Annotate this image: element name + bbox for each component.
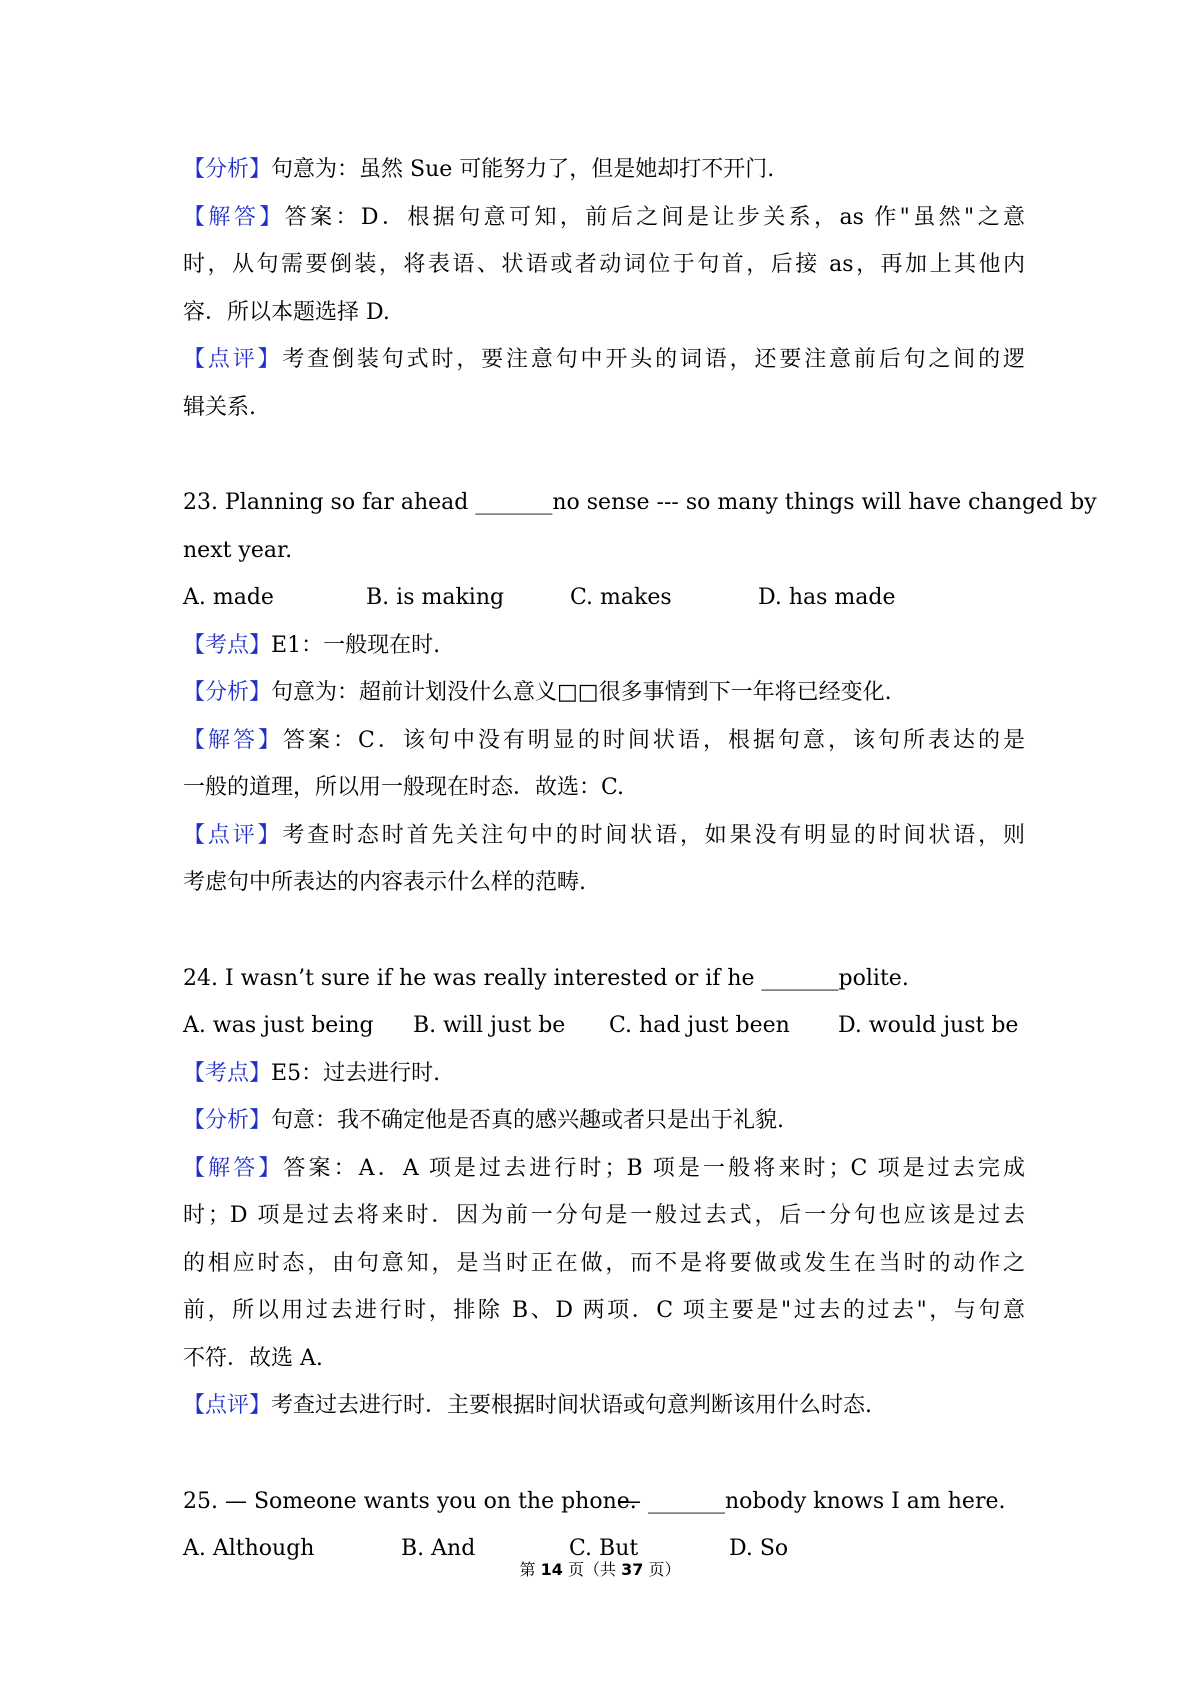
- analysis-tag: 【分析】: [183, 1108, 272, 1133]
- analysis-line: [183, 1097, 1025, 1145]
- analysis-text: 句意：我不确定他是否真的感兴趣或者只是出于礼貌.: [271, 1108, 785, 1133]
- answer-line: 前，所以用过去进行时，排除 B、D 两项．C 项主要是"过去的过去"，与句意: [183, 1298, 1025, 1323]
- option-d: D. has made: [758, 585, 896, 610]
- answer-line: 容．所以本题选择 D.: [183, 299, 390, 325]
- option-b: B. will just be: [413, 1013, 566, 1038]
- answer-line: [183, 1145, 1025, 1193]
- analysis-text: 句意为：虽然 Sue 可能努力了，但是她却打不开门.: [271, 157, 775, 182]
- answer-tag: 【解答】: [183, 204, 285, 230]
- answer-text: 答案：A．A 项是过去进行时；B 项是一般将来时；C 项是过去完成: [283, 1155, 1025, 1181]
- answer-line: 时；D 项是过去将来时．因为前一分句是一般过去式，后一分句也应该是过去: [183, 1203, 1025, 1228]
- option-d: D. would just be: [838, 1013, 1019, 1038]
- answer-line: 不符．故选 A.: [183, 1345, 323, 1371]
- analysis-tag: 【分析】: [183, 157, 272, 182]
- question-23-stem: next year.: [183, 537, 293, 563]
- keypoint-line: [183, 622, 1025, 670]
- comment-text: 考查过去进行时．主要根据时间状语或句意判断该用什么时态.: [271, 1393, 873, 1418]
- option-d: D. So: [729, 1536, 789, 1561]
- analysis-tag: 【分析】: [183, 680, 272, 705]
- option-b: B. And: [401, 1536, 476, 1561]
- comment-line: [183, 812, 1025, 860]
- analysis-text: 句意为：超前计划没什么意义□□很多事情到下一年将已经变化.: [271, 680, 892, 705]
- comment-line: [183, 1382, 1025, 1430]
- answer-text: 答案：D．根据句意可知，前后之间是让步关系，as 作"虽然"之意: [284, 204, 1025, 230]
- spacer: [183, 431, 1025, 479]
- question-24-stem: 24. I wasn’t sure if he was really interested or if he _______polite.: [183, 965, 909, 991]
- option-c: C. makes: [570, 585, 672, 610]
- comment-tag: 【点评】: [183, 1393, 272, 1418]
- keypoint-tag: 【考点】: [183, 1060, 272, 1086]
- comment-tag: 【点评】: [183, 347, 283, 372]
- answer-line: 的相应时态，由句意知，是当时正在做，而不是将要做或发生在当时的动作之: [183, 1250, 1025, 1276]
- keypoint-tag: 【考点】: [183, 632, 272, 658]
- comment-line: 辑关系.: [183, 394, 256, 420]
- page-content: [183, 146, 1097, 1573]
- keypoint-line: [183, 1050, 1025, 1098]
- answer-line: [183, 194, 1025, 242]
- question-24-options: [183, 1002, 1025, 1050]
- answer-line: [183, 717, 1025, 765]
- footer-middle: 页（共: [562, 1560, 622, 1579]
- answer-line: 一般的道理，所以用一般现在时态．故选：C.: [183, 775, 625, 800]
- question-25-stem-b: — _______nobody knows I am here.: [619, 1488, 1006, 1514]
- spacer: [183, 907, 1025, 955]
- footer-suffix: 页）: [643, 1560, 681, 1579]
- answer-text: 答案：C．该句中没有明显的时间状语，根据句意，该句所表达的是: [283, 727, 1025, 753]
- answer-tag: 【解答】: [183, 1155, 284, 1181]
- comment-text: 考查倒装句式时，要注意句中开头的词语，还要注意前后句之间的逻: [282, 347, 1025, 372]
- question-23-stem: 23. Planning so far ahead _______no sense --- so many things will have changed by: [183, 490, 1097, 515]
- comment-line: 考虑句中所表达的内容表示什么样的范畴.: [183, 870, 586, 895]
- question-25-stem-a: 25. — Someone wants you on the phone.: [183, 1488, 637, 1514]
- option-a: A. was just being: [183, 1013, 374, 1038]
- page-total: 37: [621, 1560, 644, 1579]
- comment-line: [183, 336, 1025, 384]
- comment-tag: 【点评】: [183, 822, 283, 848]
- keypoint-text: E5：过去进行时.: [271, 1060, 441, 1086]
- option-c: C. had just been: [609, 1013, 790, 1038]
- question-23-options: [183, 574, 1025, 622]
- option-a: A. made: [183, 585, 274, 610]
- page-number: 14: [540, 1560, 563, 1579]
- option-c: C. But: [569, 1536, 639, 1561]
- question-25-stem: [183, 1478, 1025, 1526]
- answer-line: 时，从句需要倒装，将表语、状语或者动词位于句首，后接 as，再加上其他内: [183, 252, 1025, 277]
- option-b: B. is making: [366, 585, 505, 610]
- footer-prefix: 第: [519, 1560, 541, 1579]
- answer-tag: 【解答】: [183, 727, 284, 753]
- keypoint-text: E1：一般现在时.: [271, 632, 441, 658]
- page-footer: [0, 1557, 1200, 1580]
- spacer: [183, 1430, 1025, 1478]
- analysis-line: [183, 669, 1025, 717]
- analysis-line: [183, 146, 1025, 194]
- comment-text: 考查时态时首先关注句中的时间状语，如果没有明显的时间状语，则: [282, 822, 1025, 848]
- option-a: A. Although: [183, 1536, 315, 1561]
